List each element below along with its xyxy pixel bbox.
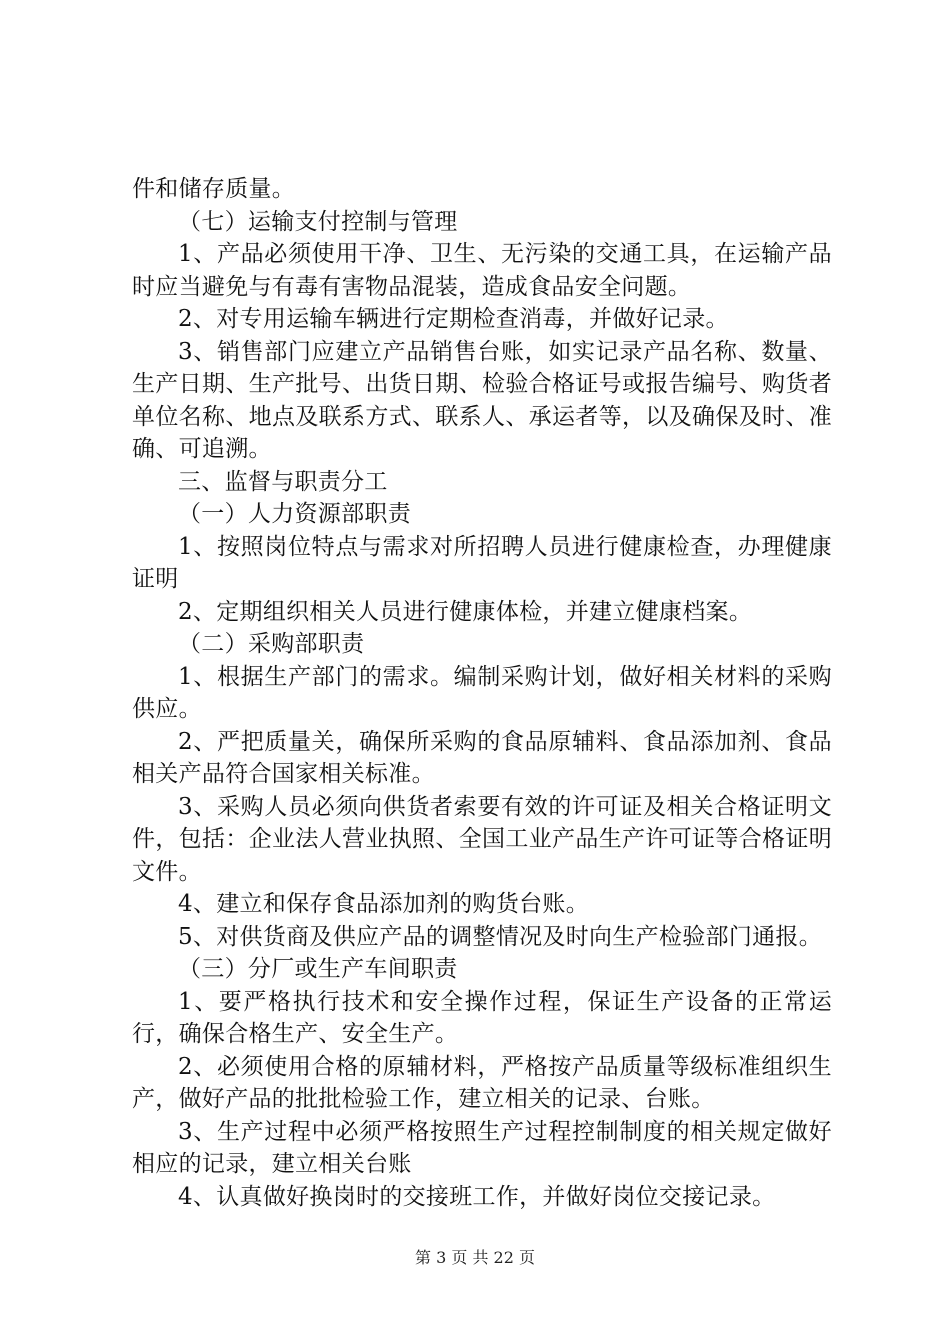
paragraph-19: 4、认真做好换岗时的交接班工作，并做好岗位交接记录。	[178, 1183, 776, 1210]
paragraph-17: 2、必须使用合格的原辅材料，严格按产品质量等级标准组织生产，做好产品的批批检验工作，建立相关的记录、台账。	[132, 1053, 832, 1112]
paragraph-13: 4、建立和保存食品添加剂的购货台账。	[178, 891, 590, 917]
paragraph-14: 5、对供货商及供应产品的调整情况及时向生产检验部门通报。	[178, 923, 823, 950]
paragraph-8: 2、定期组织相关人员进行健康体检，并建立健康档案。	[178, 598, 753, 625]
paragraph-16: 1、要严格执行技术和安全操作过程，保证生产设备的正常运行，确保合格生产、安全生产。	[132, 988, 832, 1047]
paragraph-18: 3、生产过程中必须严格按照生产过程控制制度的相关规定做好相应的记录，建立相关台账	[132, 1118, 832, 1177]
paragraph-3: 2、对专用运输车辆进行定期检查消毒，并做好记录。	[178, 306, 729, 332]
paragraph-10: 1、根据生产部门的需求。编制采购计划，做好相关材料的采购供应。	[132, 663, 832, 722]
paragraph-4: 3、销售部门应建立产品销售台账，如实记录产品名称、数量、生产日期、生产批号、出货日期、检验合格证号或报告编号、购货者单位名称、地点及联系方式、联系人、承运者等，以及确保及时、准确、可追溯。	[132, 338, 832, 462]
section-heading-supervision: 三、监督与职责分工	[178, 468, 388, 495]
paragraph-2: 1、产品必须使用干净、卫生、无污染的交通工具，在运输产品时应当避免与有毒有害物品混装，造成食品安全问题。	[132, 241, 832, 300]
paragraph-12: 3、采购人员必须向供货者索要有效的许可证及相关合格证明文件，包括：企业法人营业执照、全国工业产品生产许可证等合格证明文件。	[132, 793, 832, 885]
section-heading-hr: （一）人力资源部职责	[178, 501, 411, 527]
document-body	[132, 173, 832, 1213]
paragraph-11: 2、严把质量关，确保所采购的食品原辅料、食品添加剂、食品相关产品符合国家相关标准。	[132, 728, 832, 787]
section-heading-purchasing: （二）采购部职责	[178, 631, 365, 657]
page-number-footer: 第 3 页 共 22 页	[415, 1248, 535, 1267]
paragraph-7: 1、按照岗位特点与需求对所招聘人员进行健康检查，办理健康证明	[132, 533, 832, 592]
section-heading-transport: （七）运输支付控制与管理	[178, 208, 458, 235]
paragraph-0: 件和储存质量。	[132, 176, 296, 202]
section-heading-production: （三）分厂或生产车间职责	[178, 956, 458, 982]
